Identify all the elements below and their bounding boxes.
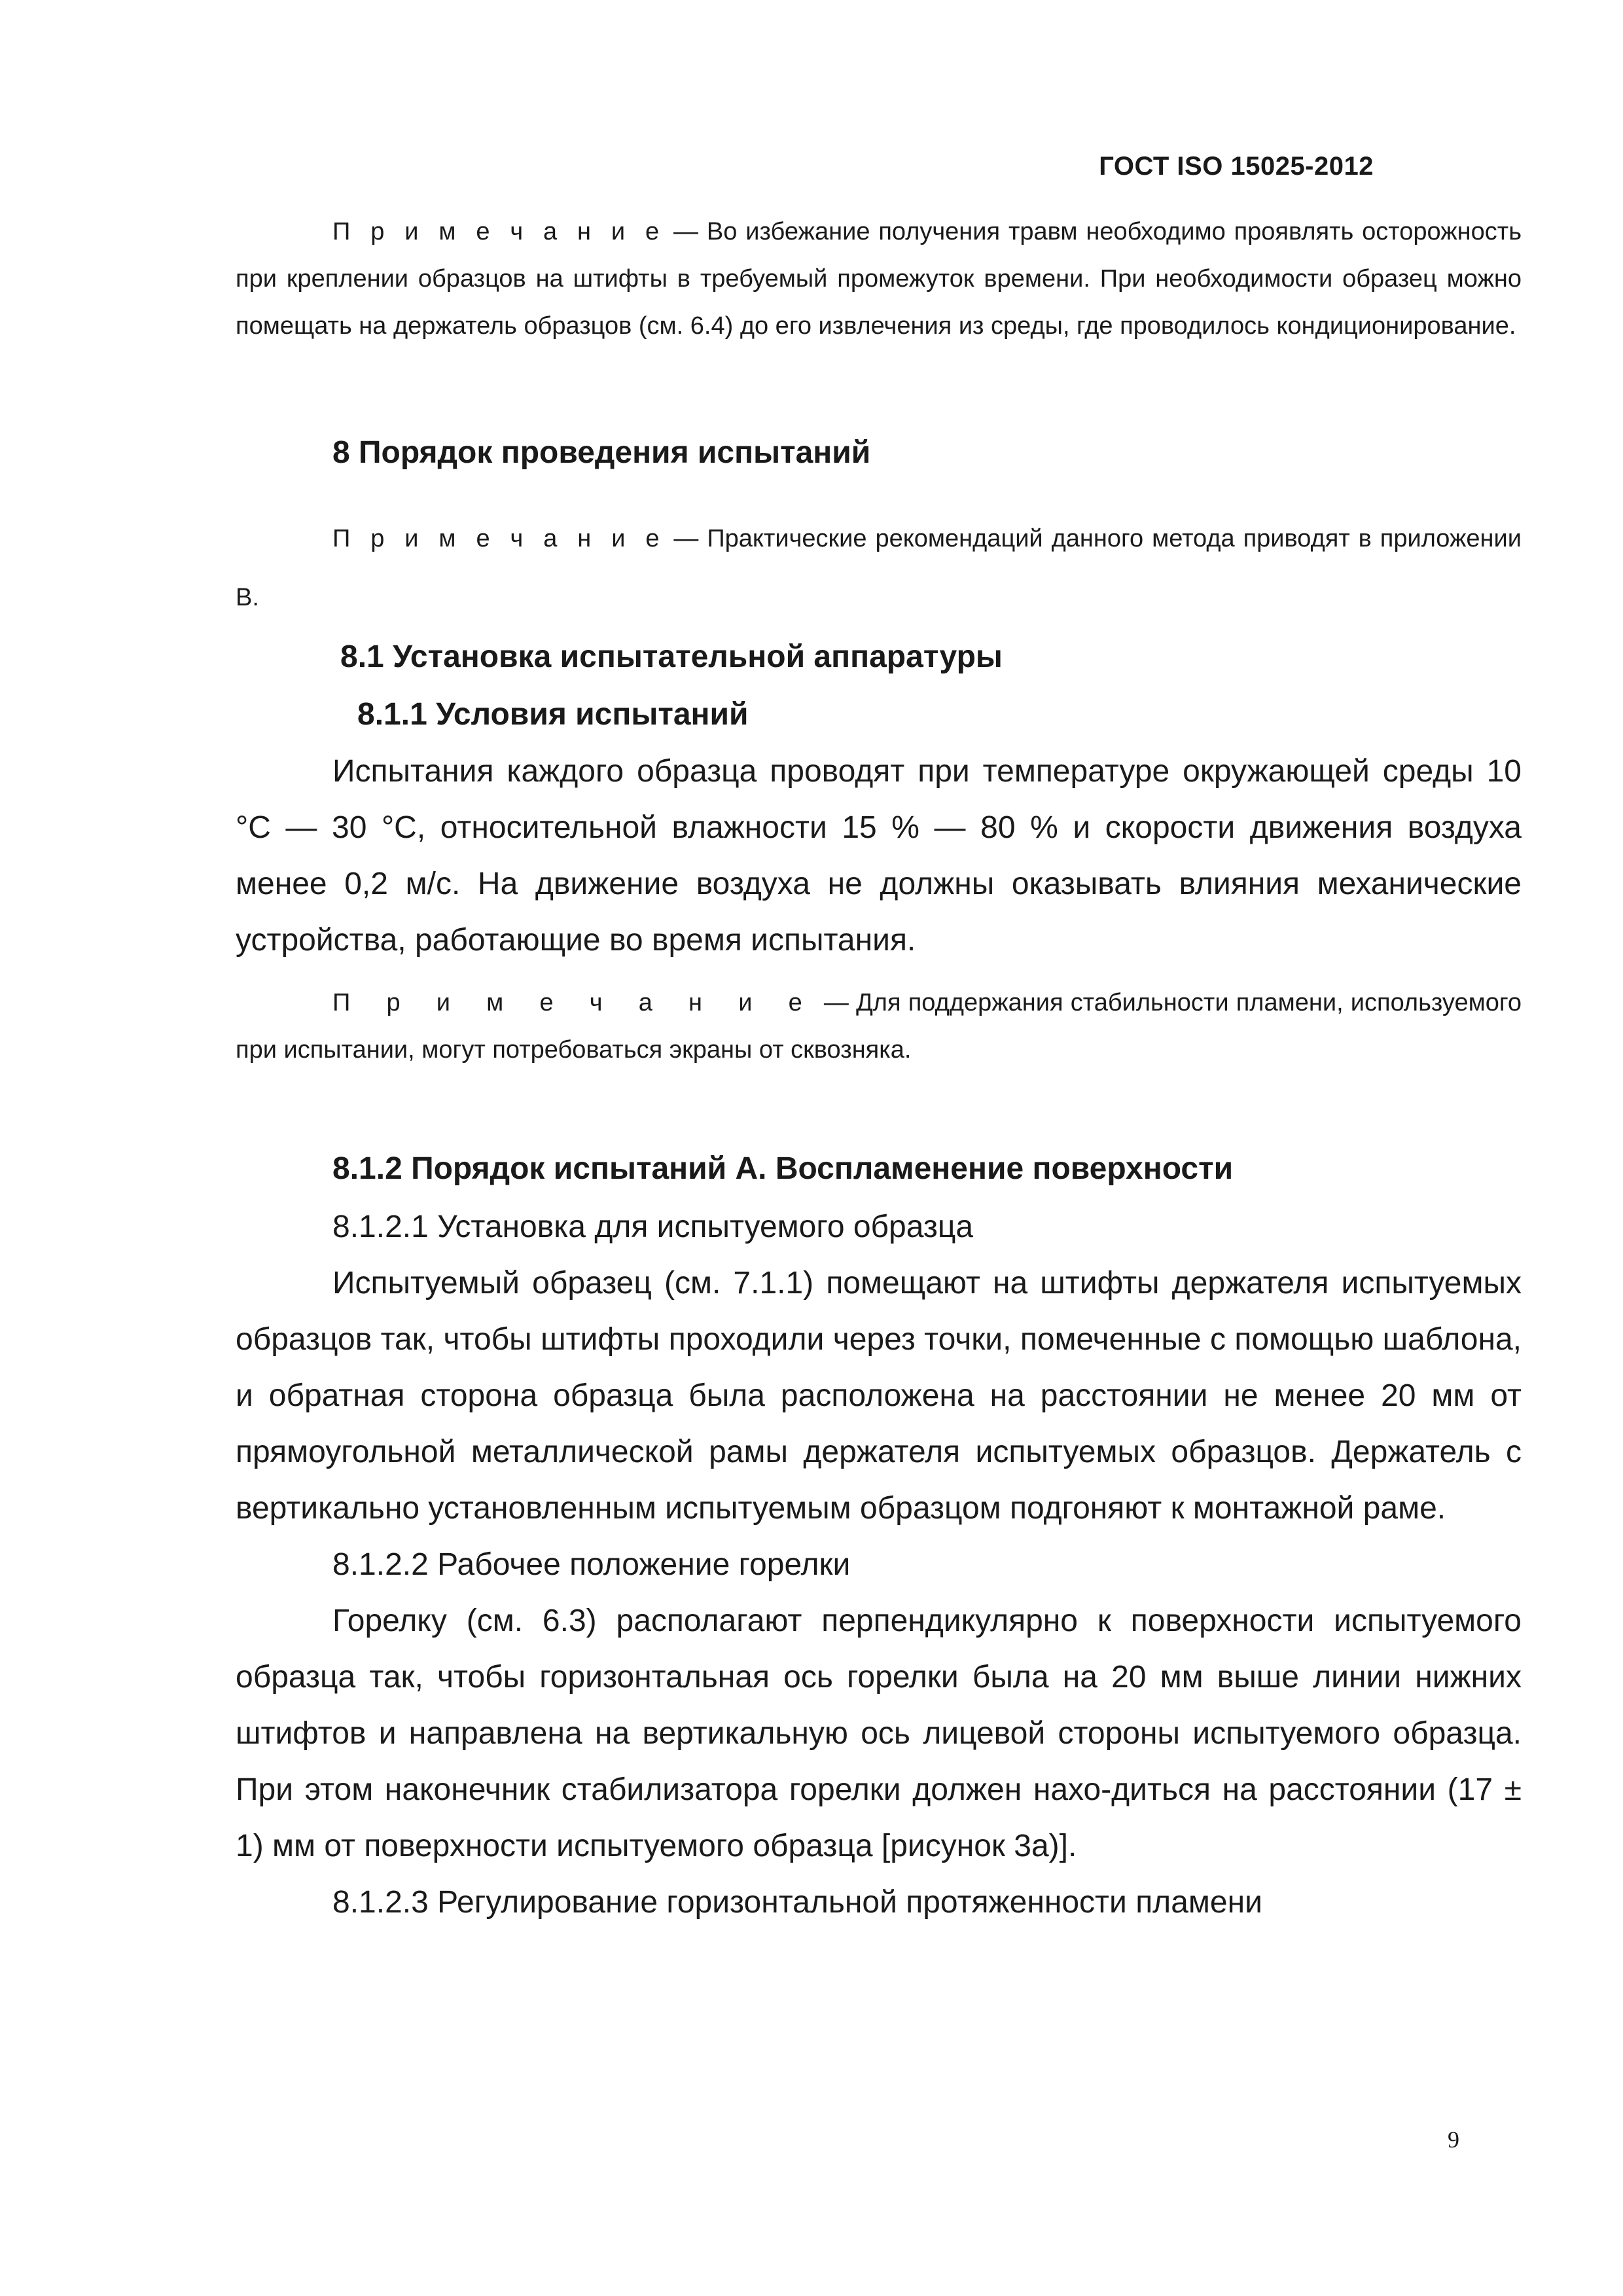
section-8-1-2-heading: 8.1.2 Порядок испытаний А. Воспламенение поверхности <box>332 1151 1234 1186</box>
note-draught-screens <box>236 979 1522 1073</box>
specimen-mounting-paragraph: Испытуемый образец (см. 7.1.1) помещают на штифты держателя испытуемых образцов так, чтобы штифты проходили через точки, помеченные с помощью шаблона, и обратная сторона образца была расположена на расстоянии не менее 20 мм от прямоугольной металлической рамы держателя испытуемых образцов. Держатель с вертикально установленным испытуемым образцом подгоняют к монтажной раме. <box>236 1266 1522 1526</box>
note-text: — Во избежание получения травм необходимо проявлять осторожность при креплении образцов на штифты в требуемый промежуток времени. При необходимости образец можно помещать на держатель образцов (см. 6.4) до его извлечения из среды, где проводилось кондиционирование. <box>236 218 1522 340</box>
document-code-header: ГОСТ ISO 15025-2012 <box>1099 152 1374 181</box>
paragraph-text: Испытания каждого образца проводят при температуре окружающей среды 10 °С — 30 °С, относительной влажности 15 % — 80 % и скорости движения воздуха менее 0,2 м/с. На движение воздуха не должны оказывать влияния механические устройства, работающие во время испытания. <box>236 754 1522 958</box>
note-text: — Для поддержания стабильности пламени, используемого при испытании, могут потребоваться экраны от сквозняка. <box>236 989 1522 1064</box>
test-conditions-paragraph <box>236 744 1522 969</box>
section-8-1-heading: 8.1 Установка испытательной аппаратуры <box>340 639 1003 674</box>
note-text: — Практические рекомендаций данного метода приводят в приложении В. <box>236 525 1522 611</box>
note-practical-recommendations <box>236 509 1522 627</box>
note-pin-mounting <box>236 208 1522 350</box>
note-label: П р и м е ч а н и е <box>332 525 666 552</box>
note-label: П р и м е ч а н и е <box>332 218 666 245</box>
subsection-8-1-2-1-title: 8.1.2.1 Установка для испытуемого образца <box>332 1210 974 1244</box>
burner-position-paragraph: Горелку (см. 6.3) располагают перпендикулярно к поверхности испытуемого образца так, чтобы горизонтальная ось горелки была на 20 мм выше линии нижних штифтов и направлена на вертикальную ось лицевой стороны испытуемого образца. При этом наконечник стабилизатора горелки должен нахо-диться на расстоянии (17 ± 1) мм от поверхности испытуемого образца [рисунок 3а)]. <box>236 1604 1522 1863</box>
page-number: 9 <box>1448 2126 1459 2153</box>
subsection-8-1-2-3-title: 8.1.2.3 Регулирование горизонтальной протяженности пламени <box>332 1885 1262 1920</box>
section-8-1-1-heading: 8.1.1 Условия испытаний <box>357 697 749 732</box>
subsection-8-1-2-2-title: 8.1.2.2 Рабочее положение горелки <box>332 1547 851 1582</box>
section-8-1-2-body <box>236 1199 1522 1931</box>
section-8-heading: 8 Порядок проведения испытаний <box>332 435 871 470</box>
note-label: П р и м е ч а н и е <box>332 989 817 1016</box>
